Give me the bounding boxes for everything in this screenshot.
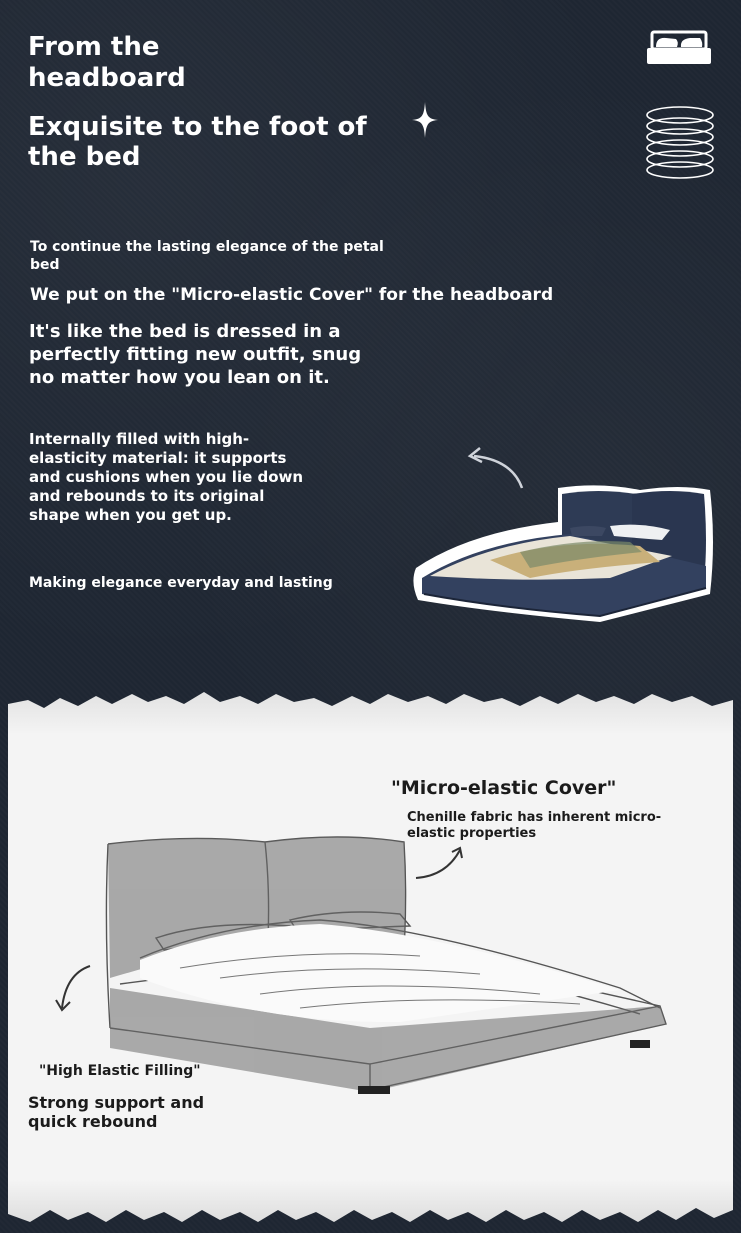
curved-arrow-icon bbox=[410, 840, 470, 885]
bed-sketch bbox=[100, 828, 680, 1098]
intro-line-4: Internally filled with high-elasticity material: it supports and cushions when you lie down and rebounds to its original shape when you get up. bbox=[29, 430, 304, 524]
sparkle-icon bbox=[410, 100, 440, 140]
intro-line-2: We put on the "Micro-elastic Cover" for the headboard bbox=[30, 285, 554, 305]
bed-photo bbox=[410, 482, 720, 630]
intro-line-3: It's like the bed is dressed in a perfectly fitting new outfit, snug no matter how you lean on it. bbox=[29, 321, 362, 388]
curved-arrow-icon bbox=[50, 960, 100, 1015]
cover-description: Chenille fabric has inherent micro-elastic properties bbox=[407, 810, 662, 841]
page-subtitle: Exquisite to the foot of the bed bbox=[28, 112, 367, 172]
intro-line-1: To continue the lasting elegance of the petal bed bbox=[30, 239, 384, 273]
intro-line-5: Making elegance everyday and lasting bbox=[29, 575, 333, 591]
filling-description: Strong support and quick rebound bbox=[28, 1093, 205, 1131]
cover-title: "Micro-elastic Cover" bbox=[391, 777, 617, 799]
bed-icon bbox=[646, 28, 712, 68]
filling-title: "High Elastic Filling" bbox=[39, 1063, 201, 1079]
spring-coil-icon bbox=[644, 104, 716, 182]
page-title: From the headboard bbox=[28, 32, 186, 93]
